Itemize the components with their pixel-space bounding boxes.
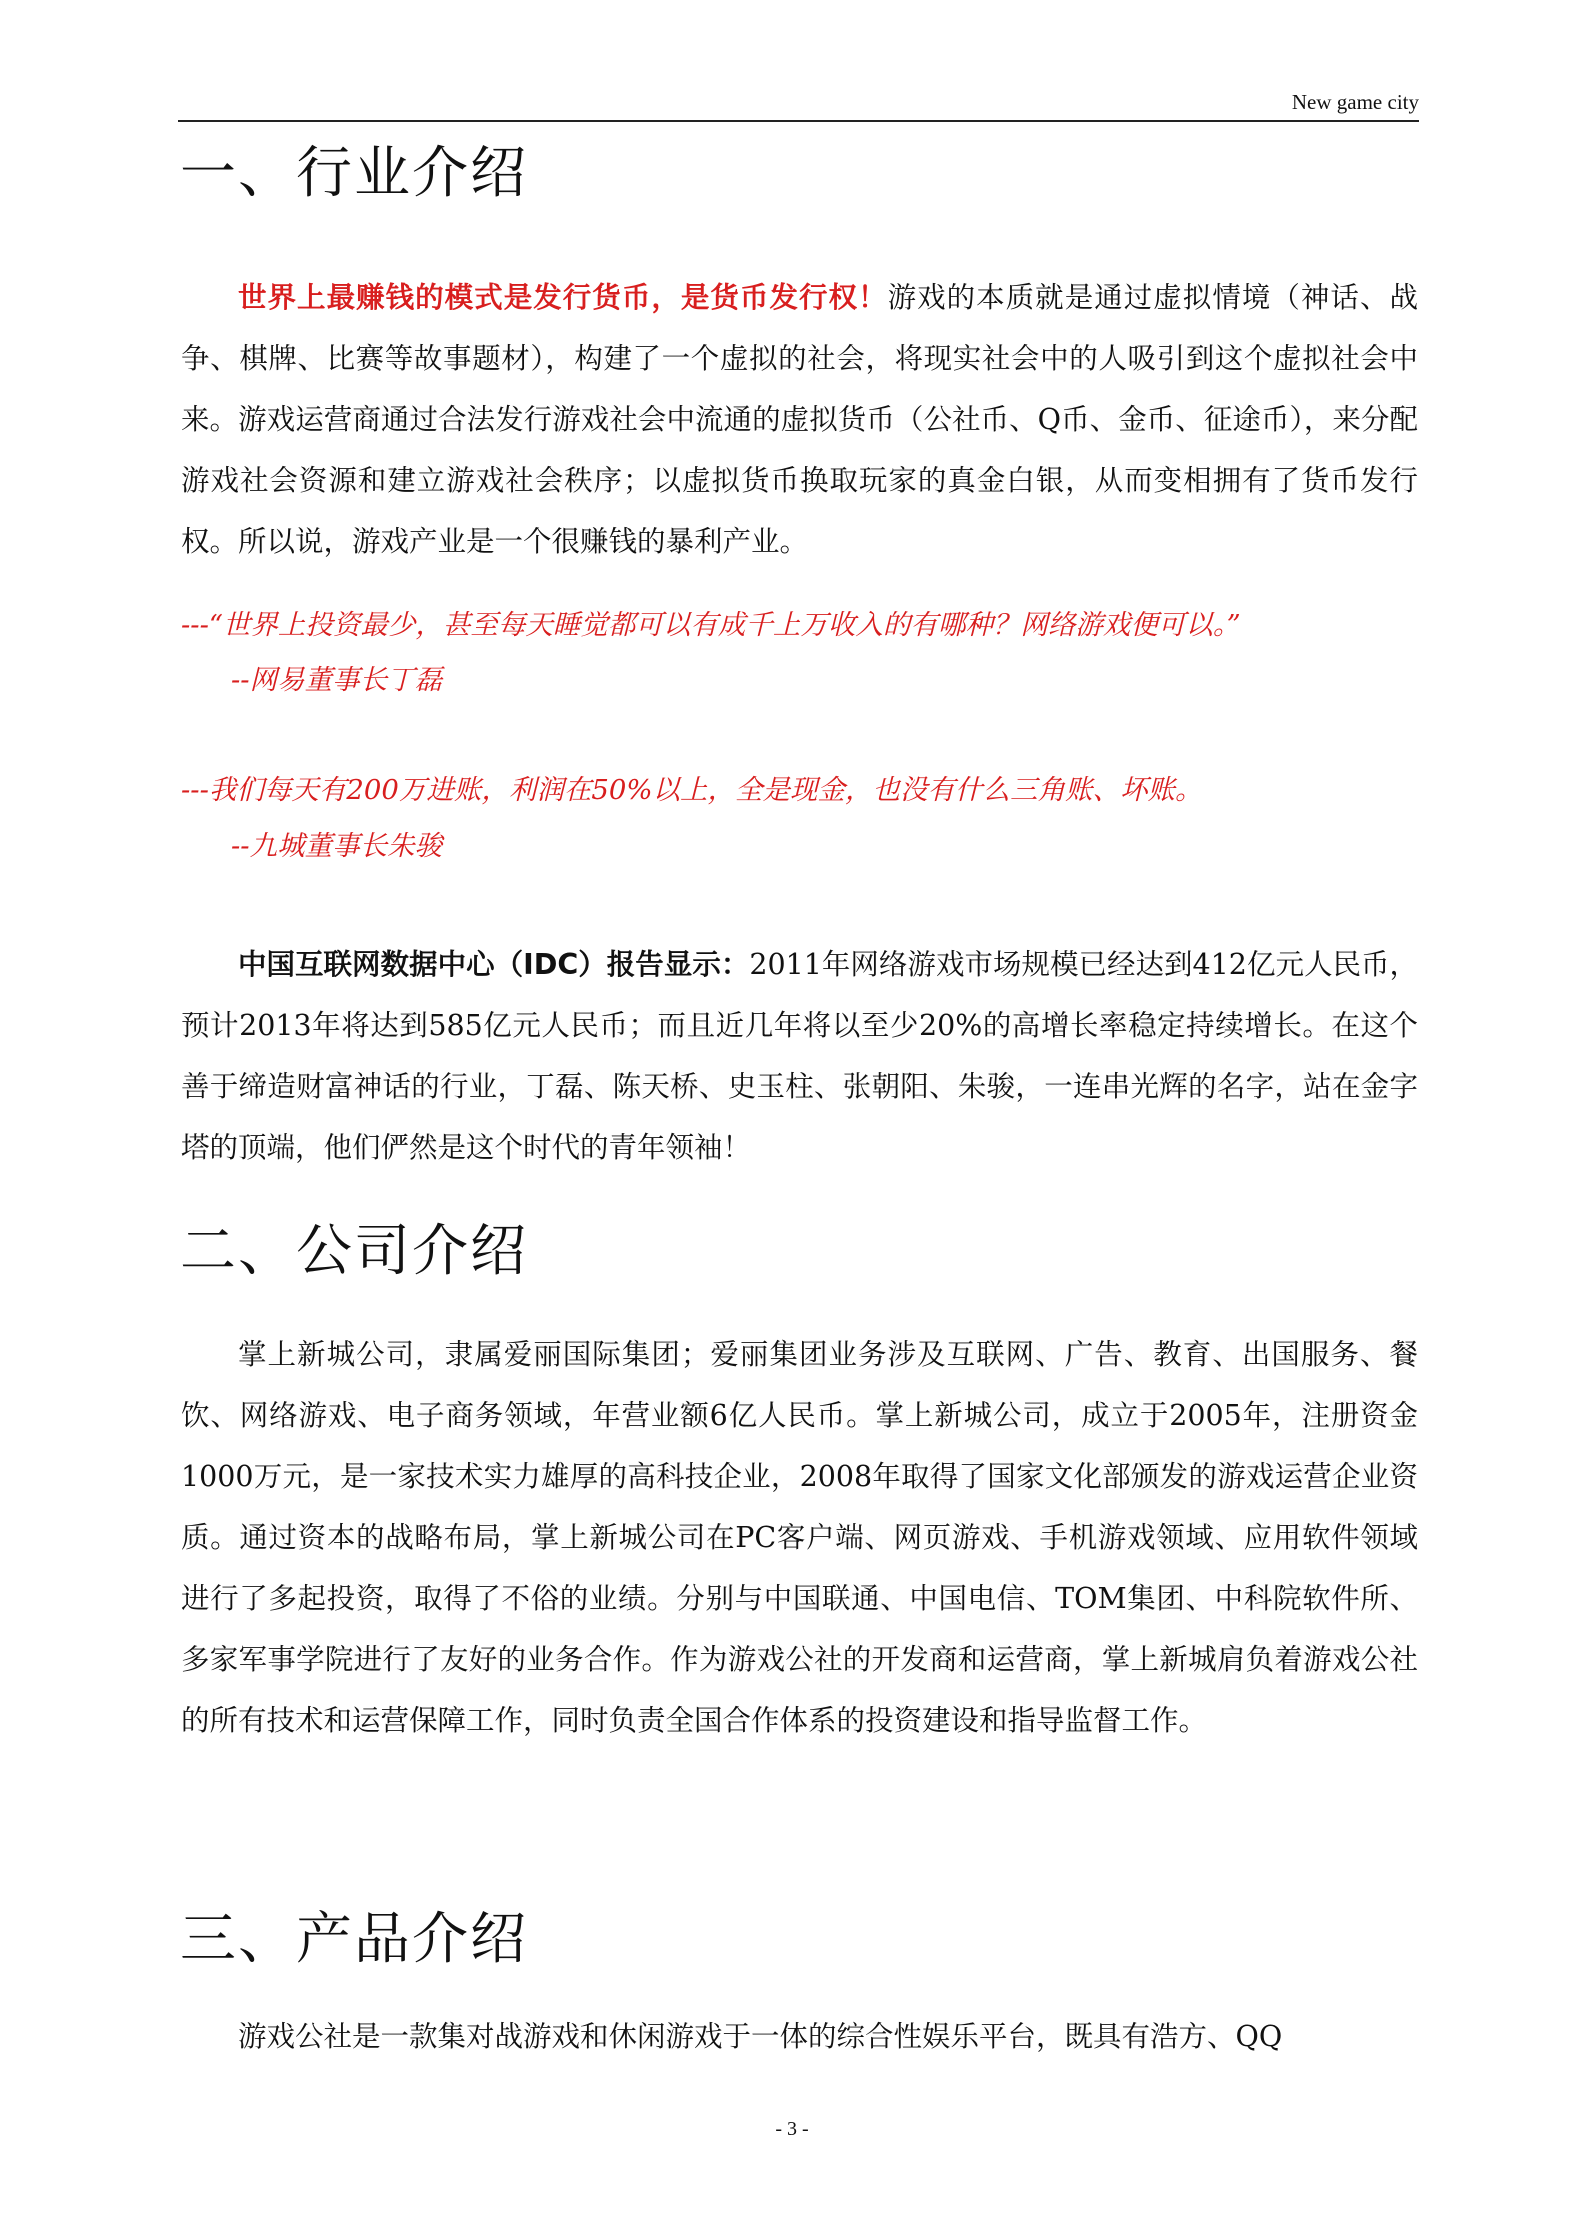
- idc-report-lead: 中国互联网数据中心（IDC）报告显示：: [238, 948, 750, 981]
- section-1-heading: 一、行业介绍: [180, 141, 528, 206]
- section-3-paragraph-1: 游戏公社是一款集对战游戏和休闲游戏于一体的综合性娱乐平台，既具有浩方、QQ: [238, 2020, 1283, 2053]
- quote-2-author: --九城董事长朱骏: [231, 830, 443, 862]
- quote-1: ---“世界上投资最少，甚至每天睡觉都可以有成千上万收入的有哪种？网络游戏便可以。”: [181, 609, 1241, 641]
- section-1-paragraph-1: [181, 267, 1418, 572]
- paragraph-text: 2011年网络游戏市场规模已经达到412亿元人民币，预计2013年将达到585亿元人民币；而且近几年将以至少20%的高增长率稳定持续增长。在这个善于缔造财富神话的行业，丁磊、陈天桥、史玉柱、张朝阳、朱骏，一连串光辉的名字，站在金字塔的顶端，他们俨然是这个时代的青年领袖！: [181, 948, 1418, 1164]
- running-header: New game city: [178, 88, 1419, 122]
- quote-1-author: --网易董事长丁磊: [231, 664, 443, 696]
- section-2-paragraph-1: 掌上新城公司，隶属爱丽国际集团；爱丽集团业务涉及互联网、广告、教育、出国服务、餐饮、网络游戏、电子商务领域，年营业额6亿人民币。掌上新城公司，成立于2005年，注册资金1000万元，是一家技术实力雄厚的高科技企业，2008年取得了国家文化部颁发的游戏运营企业资质。通过资本的战略布局，掌上新城公司在PC客户端、网页游戏、手机游戏领域、应用软件领域进行了多起投资，取得了不俗的业绩。分别与中国联通、中国电信、TOM集团、中科院软件所、多家军事学院进行了友好的业务合作。作为游戏公社的开发商和运营商，掌上新城肩负着游戏公社的所有技术和运营保障工作，同时负责全国合作体系的投资建设和指导监督工作。: [181, 1338, 1418, 1737]
- highlight-slogan: 世界上最赚钱的模式是发行货币，是货币发行权！: [238, 280, 888, 314]
- section-1-paragraph-2: [181, 934, 1418, 1178]
- page-number: - 3 -: [775, 2118, 809, 2140]
- section-3-heading: 三、产品介绍: [180, 1907, 528, 1972]
- section-2-heading: 二、公司介绍: [180, 1219, 528, 1284]
- quote-2: ---我们每天有200万进账，利润在50%以上，全是现金，也没有什么三角账、坏账。: [181, 774, 1203, 806]
- paragraph-text: 游戏的本质就是通过虚拟情境（神话、战争、棋牌、比赛等故事题材），构建了一个虚拟的社会，将现实社会中的人吸引到这个虚拟社会中来。游戏运营商通过合法发行游戏社会中流通的虚拟货币（公社币、Q币、金币、征途币），来分配游戏社会资源和建立游戏社会秩序；以虚拟货币换取玩家的真金白银，从而变相拥有了货币发行权。所以说，游戏产业是一个很赚钱的暴利产业。: [181, 281, 1418, 558]
